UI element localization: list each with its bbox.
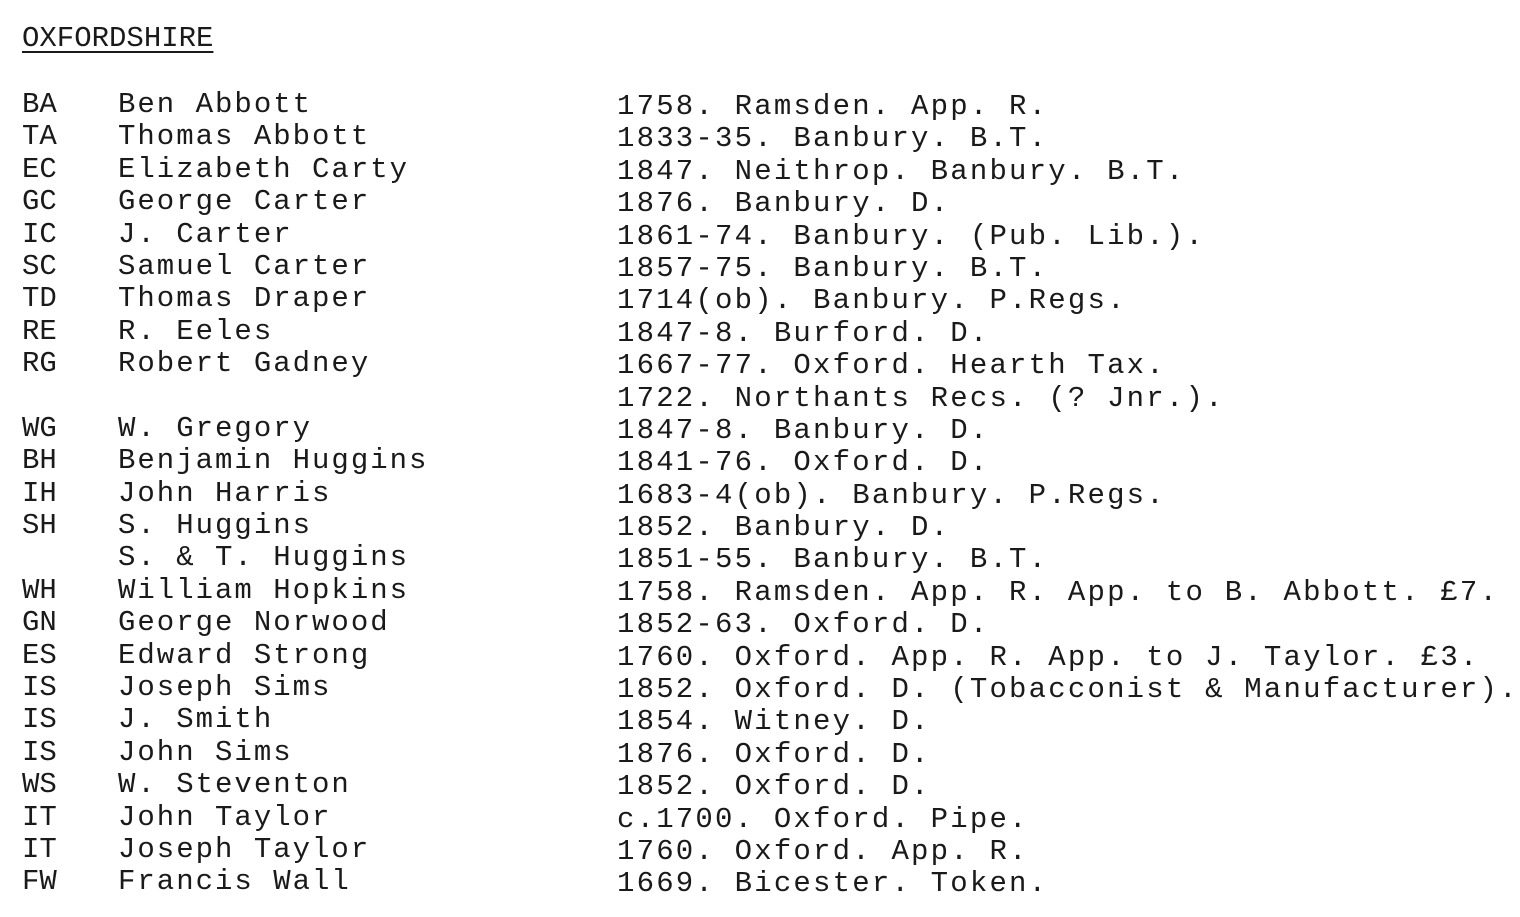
maker-name: S. & T. Huggins xyxy=(118,541,410,575)
maker-record: 1876. Banbury. D. xyxy=(617,187,951,221)
maker-initials: RG xyxy=(22,347,57,381)
maker-name: Thomas Abbott xyxy=(118,120,371,154)
maker-record: 1667-77. Oxford. Hearth Tax. xyxy=(617,349,1166,383)
maker-name: Joseph Taylor xyxy=(118,832,371,866)
maker-record: 1852. Oxford. D. xyxy=(617,770,931,804)
maker-name: George Carter xyxy=(118,185,371,219)
maker-record: 1854. Witney. D. xyxy=(617,705,931,739)
maker-record: 1758. Ramsden. App. R. xyxy=(617,90,1049,123)
maker-initials: IT xyxy=(22,800,57,834)
list-row xyxy=(0,768,1520,804)
maker-record: 1847-8. Burford. D. xyxy=(617,316,990,350)
maker-name: Robert Gadney xyxy=(118,347,371,381)
maker-record: c.1700. Oxford. Pipe. xyxy=(617,802,1029,836)
maker-record: 1760. Oxford. App. R. App. to J. Taylor. £3. xyxy=(617,640,1480,674)
list-row xyxy=(0,735,1520,771)
list-row xyxy=(0,865,1520,901)
list-row xyxy=(0,217,1520,253)
maker-initials: SC xyxy=(22,249,57,283)
maker-name: Francis Wall xyxy=(118,865,351,899)
maker-record: 1851-55. Banbury. B.T. xyxy=(617,543,1049,577)
page-heading: OXFORDSHIRE xyxy=(22,22,214,55)
maker-name: Benjamin Huggins xyxy=(118,444,429,478)
maker-initials: SH xyxy=(22,509,57,543)
maker-initials: GC xyxy=(22,185,57,219)
maker-record: 1876. Oxford. D. xyxy=(617,737,931,771)
maker-initials: RE xyxy=(22,314,57,348)
maker-record: 1833-35. Banbury. B.T. xyxy=(617,122,1049,156)
maker-initials: IH xyxy=(22,476,57,510)
list-row xyxy=(0,671,1520,707)
maker-initials: TA xyxy=(22,120,57,154)
maker-name: Joseph Sims xyxy=(118,671,332,705)
maker-name: S. Huggins xyxy=(118,509,313,543)
maker-initials: ES xyxy=(22,638,57,672)
list-row xyxy=(0,152,1520,188)
maker-record: 1857-75. Banbury. B.T. xyxy=(617,251,1049,285)
maker-record: 1852. Oxford. D. (Tobacconist & Manufacturer). xyxy=(617,673,1519,707)
list-row xyxy=(0,347,1520,383)
maker-name: John Harris xyxy=(118,476,332,510)
list-row xyxy=(0,573,1520,609)
maker-name: R. Eeles xyxy=(118,314,274,348)
maker-name: Thomas Draper xyxy=(118,282,371,316)
maker-record: 1760. Oxford. App. R. xyxy=(617,834,1029,868)
maker-initials: TD xyxy=(22,282,57,316)
maker-name: Edward Strong xyxy=(118,638,371,672)
maker-initials: WH xyxy=(22,573,57,607)
maker-name: W. Steventon xyxy=(118,768,351,802)
maker-initials: IC xyxy=(22,217,57,251)
maker-initials: IT xyxy=(22,832,57,866)
maker-record: 1722. Northants Recs. (? Jnr.). xyxy=(617,381,1225,415)
list-row xyxy=(0,509,1520,545)
maker-name: Elizabeth Carty xyxy=(118,152,410,186)
maker-record: 1683-4(ob). Banbury. P.Regs. xyxy=(617,478,1166,512)
maker-initials: EC xyxy=(22,152,57,186)
list-row xyxy=(0,120,1520,156)
maker-record: 1758. Ramsden. App. R. App. to B. Abbott. £7. xyxy=(617,575,1500,609)
maker-initials: FW xyxy=(22,865,57,899)
list-row xyxy=(0,314,1520,350)
list-row xyxy=(0,380,1520,415)
maker-name: Ben Abbott xyxy=(118,88,313,121)
list-row xyxy=(0,832,1520,868)
maker-record: 1669. Bicester. Token. xyxy=(617,867,1049,901)
list-row xyxy=(0,88,1520,123)
maker-initials: WG xyxy=(22,411,57,445)
maker-record: 1852-63. Oxford. D. xyxy=(617,608,990,642)
maker-name: W. Gregory xyxy=(118,411,313,445)
maker-name: George Norwood xyxy=(118,606,390,640)
list-row xyxy=(0,185,1520,221)
maker-record: 1841-76. Oxford. D. xyxy=(617,446,990,480)
maker-initials: IS xyxy=(22,735,57,769)
list-row xyxy=(0,638,1520,674)
maker-initials: WS xyxy=(22,768,57,802)
maker-record: 1847-8. Banbury. D. xyxy=(617,413,990,447)
maker-record: 1861-74. Banbury. (Pub. Lib.). xyxy=(617,219,1206,253)
list-row xyxy=(0,282,1520,318)
maker-initials: IS xyxy=(22,671,57,705)
list-row xyxy=(0,541,1520,577)
list-row xyxy=(0,703,1520,739)
maker-record: 1852. Banbury. D. xyxy=(617,511,951,545)
maker-initials: GN xyxy=(22,606,57,640)
list-row xyxy=(0,476,1520,512)
maker-name: John Taylor xyxy=(118,800,332,834)
maker-initials: BH xyxy=(22,444,57,478)
maker-initials: BA xyxy=(22,88,57,121)
list-row xyxy=(0,249,1520,285)
maker-record: 1714(ob). Banbury. P.Regs. xyxy=(617,284,1127,318)
list-row xyxy=(0,444,1520,480)
list-row xyxy=(0,800,1520,836)
maker-name: J. Smith xyxy=(118,703,274,737)
makers-list xyxy=(0,88,1520,901)
list-row xyxy=(0,411,1520,447)
maker-name: J. Carter xyxy=(118,217,293,251)
list-row xyxy=(0,606,1520,642)
maker-record: 1847. Neithrop. Banbury. B.T. xyxy=(617,154,1186,188)
maker-name: Samuel Carter xyxy=(118,249,371,283)
maker-name: John Sims xyxy=(118,735,293,769)
maker-name: William Hopkins xyxy=(118,573,410,607)
maker-initials: IS xyxy=(22,703,57,737)
